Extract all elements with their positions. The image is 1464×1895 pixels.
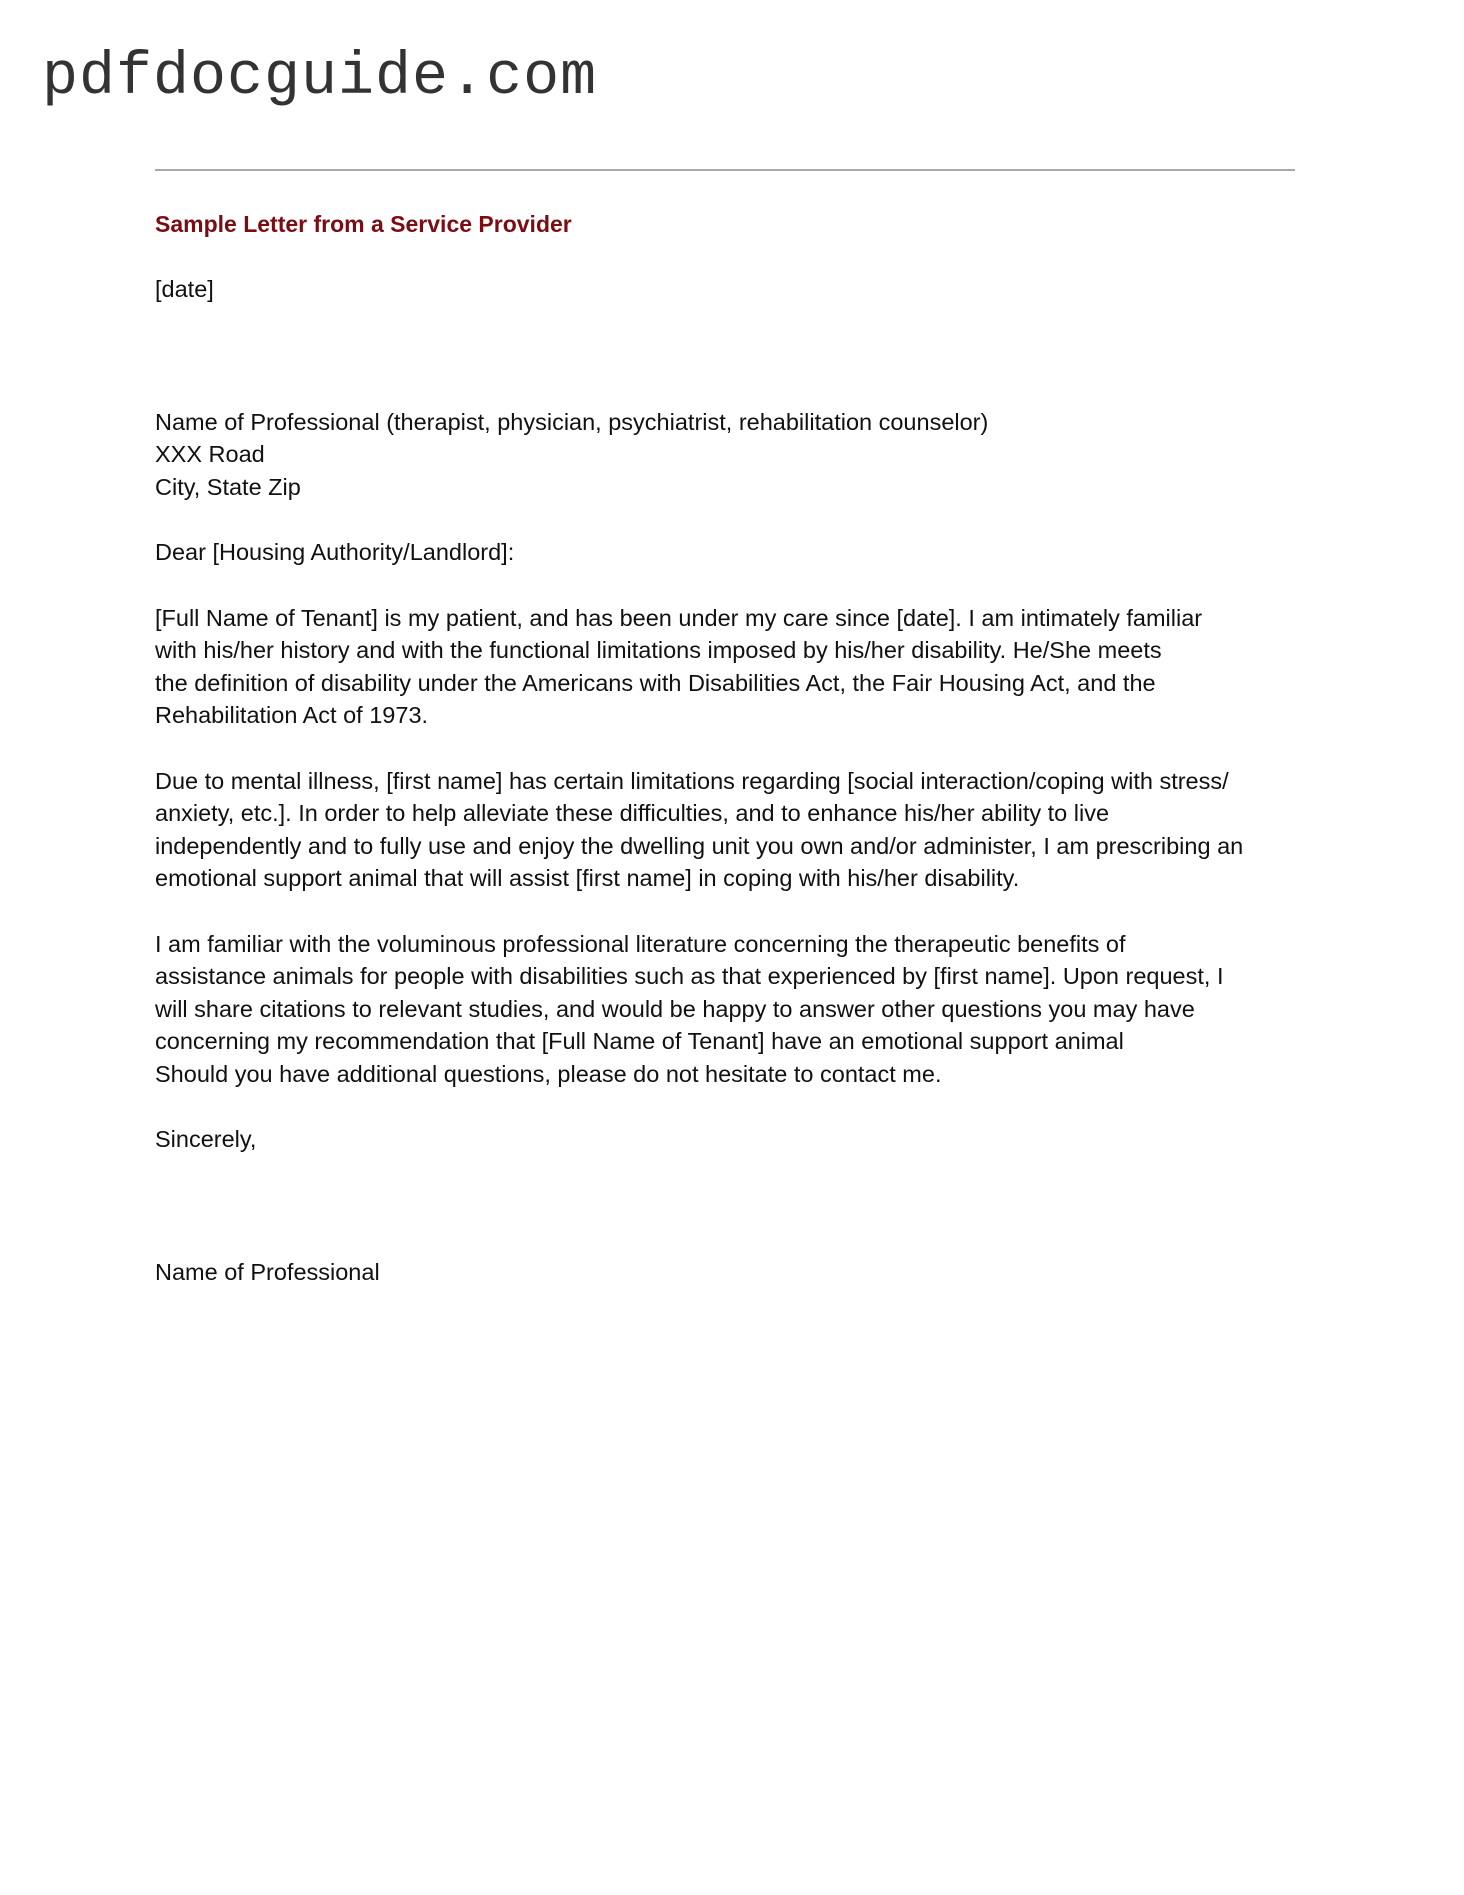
address-line: City, State Zip (155, 473, 301, 500)
letter-body (155, 208, 1300, 1288)
paragraph-line: with his/her history and with the functional limitations imposed by his/her disability. He/She meets (155, 637, 1162, 663)
paragraph-line: concerning my recommendation that [Full Name of Tenant] have an emotional support animal (155, 1028, 1124, 1054)
address-line: Name of Professional (therapist, physician, psychiatrist, rehabilitation counselor) (155, 408, 989, 435)
paragraph-line: the definition of disability under the Americans with Disabilities Act, the Fair Housing Act, and the (155, 669, 1156, 696)
letter-title: Sample Letter from a Service Provider (155, 211, 572, 237)
signature-name: Name of Professional (155, 1258, 380, 1285)
paragraph-line: will share citations to relevant studies, and would be happy to answer other questions you may have (155, 995, 1195, 1022)
paragraph-line: assistance animals for people with disabilities such as that experienced by [first name]. Upon request, I (155, 963, 1224, 989)
salutation: Dear [Housing Authority/Landlord]: (155, 539, 515, 565)
site-watermark: pdfdocguide.com (42, 44, 598, 112)
paragraph-line: Should you have additional questions, please do not hesitate to contact me. (155, 1060, 942, 1087)
paragraph-line: independently and to fully use and enjoy the dwelling unit you own and/or administer, I am prescribing an (155, 832, 1244, 859)
paragraph-prescription (155, 765, 1300, 895)
paragraph-line: Rehabilitation Act of 1973. (155, 702, 429, 728)
paragraph-line: anxiety, etc.]. In order to help alleviate these difficulties, and to enhance his/her ability to live (155, 800, 1110, 826)
sender-address (155, 406, 1300, 504)
header-divider (155, 169, 1295, 171)
paragraph-patient-status (155, 602, 1300, 732)
address-line: XXX Road (155, 441, 265, 467)
paragraph-literature (155, 928, 1300, 1091)
paragraph-line: [Full Name of Tenant] is my patient, and has been under my care since [date]. I am intimately familiar (155, 604, 1203, 631)
paragraph-line: I am familiar with the voluminous professional literature concerning the therapeutic benefits of (155, 930, 1126, 957)
paragraph-line: Due to mental illness, [first name] has certain limitations regarding [social interaction/coping with stress/ (155, 767, 1229, 794)
letter-closing: Sincerely, (155, 1126, 257, 1152)
paragraph-line: emotional support animal that will assist [first name] in coping with his/her disability. (155, 865, 1020, 891)
letter-date: [date] (155, 276, 214, 302)
